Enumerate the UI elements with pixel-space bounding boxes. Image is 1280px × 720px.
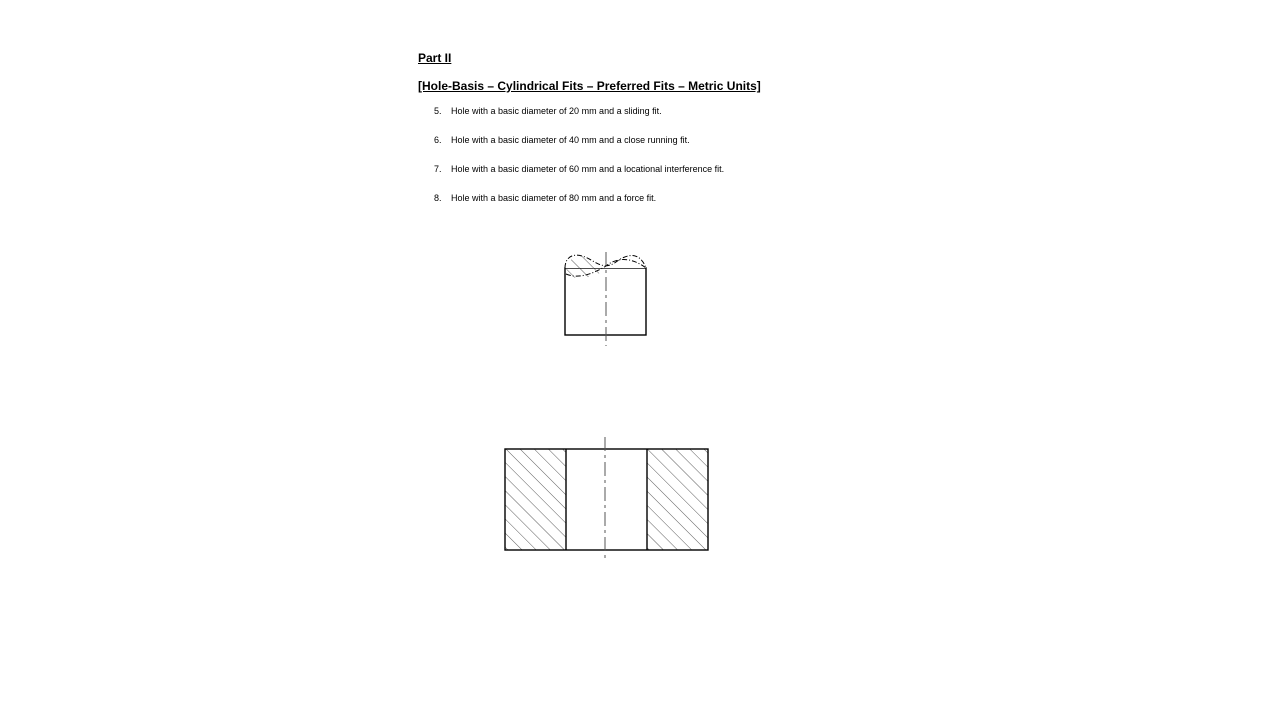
shaft-drawing: [564, 250, 646, 346]
problem-number: 5.: [434, 106, 442, 116]
problem-text: Hole with a basic diameter of 20 mm and a sliding fit.: [451, 106, 662, 116]
problem-text: Hole with a basic diameter of 40 mm and a close running fit.: [451, 135, 690, 145]
hole-drawing: [505, 437, 708, 562]
problem-number: 7.: [434, 164, 442, 174]
hole-right-hatch: [647, 449, 708, 550]
part-title: Part II: [418, 51, 452, 65]
hole-left-hatch: [505, 449, 566, 550]
problem-number: 6.: [434, 135, 442, 145]
section-title: [Hole-Basis – Cylindrical Fits – Preferred Fits – Metric Units]: [418, 79, 761, 93]
problem-text: Hole with a basic diameter of 80 mm and a force fit.: [451, 193, 657, 203]
problem-number: 8.: [434, 193, 442, 203]
shaft-section-hatch: [564, 250, 608, 280]
problem-text: Hole with a basic diameter of 60 mm and a locational interference fit.: [451, 164, 725, 174]
